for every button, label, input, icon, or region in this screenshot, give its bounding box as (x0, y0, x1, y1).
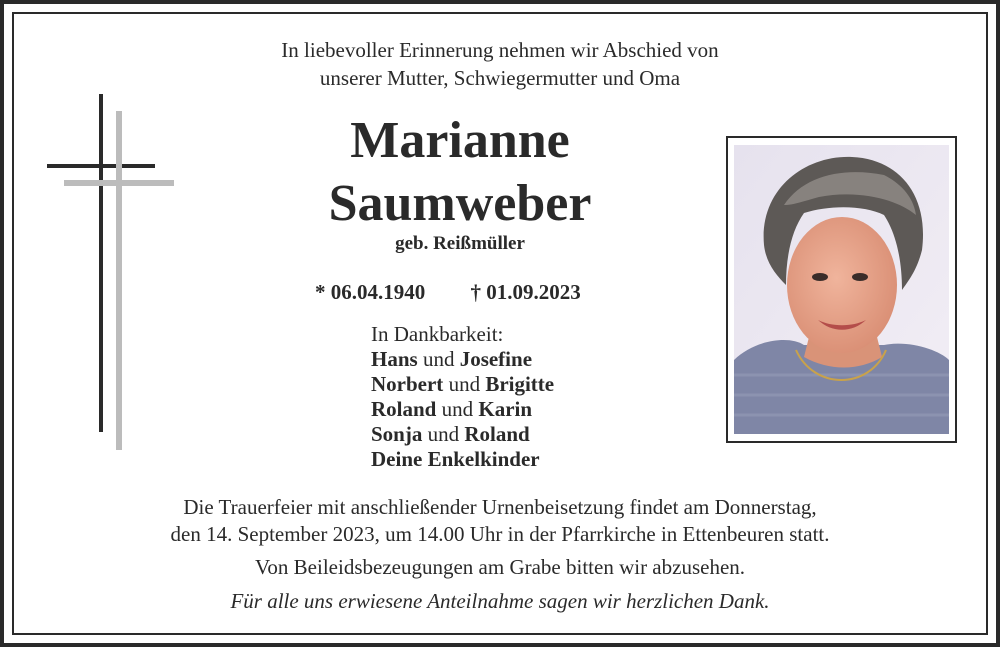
mourner-name: Brigitte (485, 372, 555, 396)
closing-thanks: Für alle uns erwiesene Anteilnahme sagen wir herzlichen Dank. (230, 589, 770, 613)
grandchildren: Deine Enkelkinder (371, 447, 540, 471)
birth-date: * 06.04.1940 (315, 280, 426, 304)
life-dates (315, 279, 581, 305)
condolence-note: Von Beileidsbezeugungen am Grabe bitten wir abzusehen. (254, 555, 746, 579)
mourner-conjunction: und (448, 372, 481, 396)
intro-line-1: In liebevoller Erinnerung nehmen wir Abschied von (281, 38, 719, 62)
intro-line-2: unserer Mutter, Schwiegermutter und Oma (319, 66, 681, 90)
right-eye (852, 273, 868, 281)
portrait-illustration (734, 145, 949, 434)
mourner-name: Hans (371, 347, 418, 371)
mourners-heading: In Dankbarkeit: (371, 322, 504, 346)
first-name: Marianne (350, 112, 570, 169)
portrait-frame (726, 136, 957, 443)
funeral-notice (0, 494, 1000, 548)
portrait-photo (734, 145, 949, 434)
mourner-row (371, 347, 554, 372)
mourner-name: Norbert (371, 372, 444, 396)
mourner-conjunction: und (422, 347, 455, 371)
birth-name: geb. Reißmüller (395, 233, 525, 254)
mourner-name: Sonja (371, 422, 423, 446)
mourner-name: Karin (478, 397, 533, 421)
mourner-row (371, 397, 554, 422)
mourner-conjunction: und (441, 397, 474, 421)
mourner-name: Roland (371, 397, 437, 421)
mourner-row (371, 372, 554, 397)
funeral-line-2: den 14. September 2023, um 14.00 Uhr in der Pfarrkirche in Ettenbeuren statt. (170, 522, 830, 546)
mourners-list (371, 322, 554, 472)
intro-text (0, 36, 1000, 92)
last-name: Saumweber (328, 175, 592, 232)
mourner-row (371, 422, 554, 447)
mourner-conjunction: und (427, 422, 460, 446)
left-eye (812, 273, 828, 281)
death-date: † 01.09.2023 (470, 280, 581, 304)
mourner-name: Josefine (459, 347, 533, 371)
mourner-row (371, 447, 554, 472)
mourner-name: Roland (464, 422, 530, 446)
funeral-line-1: Die Trauerfeier mit anschließender Urnenbeisetzung findet am Donnerstag, (183, 495, 817, 519)
face (787, 217, 897, 353)
